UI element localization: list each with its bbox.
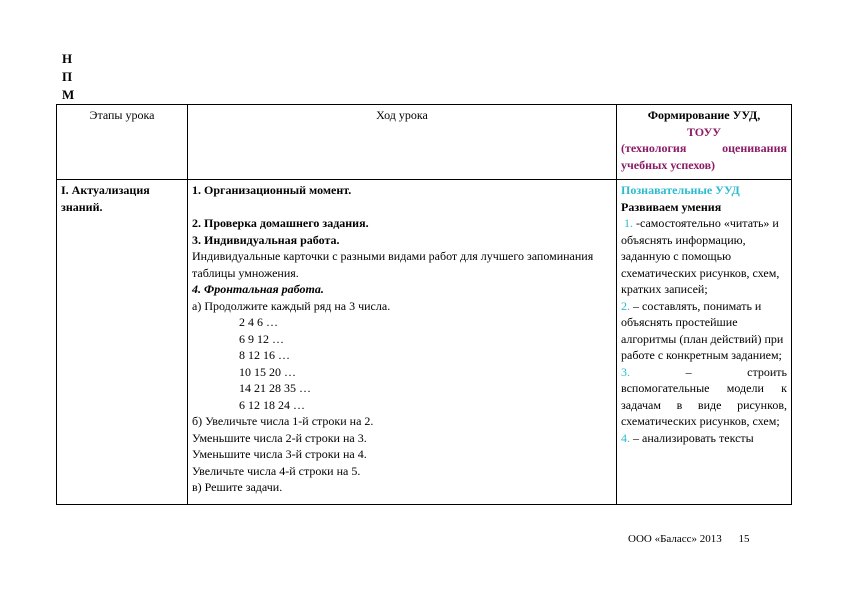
individual-work-text: Индивидуальные карточки с разными видами работ для лучшего запоминания таблицы умножения. bbox=[192, 249, 594, 280]
item-frontal-work: 4. Фронтальная работа. bbox=[192, 282, 324, 296]
uud-cell bbox=[617, 180, 792, 505]
table-row bbox=[57, 180, 792, 505]
uud-subtitle: Развиваем умения bbox=[621, 199, 722, 214]
page-footer bbox=[628, 533, 750, 545]
task-a: а) Продолжите каждый ряд на 3 числа. bbox=[192, 298, 391, 313]
side-letter: П bbox=[62, 69, 73, 84]
item-org-moment: 1. Организационный момент. bbox=[192, 183, 352, 197]
uud-item: вспомогательные модели к задачам в виде рисунков, схематических рисунков, схем; bbox=[621, 381, 787, 428]
sequence-row: 6 12 18 24 … bbox=[239, 397, 305, 412]
side-letter: М bbox=[62, 87, 75, 102]
uud-item-header: 3. – строить bbox=[621, 364, 787, 379]
task-c: в) Решите задачи. bbox=[192, 480, 283, 494]
task-b-line: Уменьшите числа 3-й строки на 4. bbox=[192, 447, 367, 461]
item-homework-check: 2. Проверка домашнего задания. bbox=[192, 216, 369, 230]
uud-title: Познавательные УУД bbox=[621, 183, 740, 197]
lesson-cell bbox=[188, 180, 617, 505]
stage-cell: I. Актуализация знаний. bbox=[57, 180, 188, 505]
uud-item: 2. – составлять, понимать и объяснять простейшие алгоритмы (план действий) при работе с конкретным заданием; bbox=[621, 298, 784, 362]
sequence-row: 10 15 20 … bbox=[239, 364, 296, 379]
table-header-row bbox=[57, 105, 792, 180]
page-number: 15 bbox=[738, 533, 750, 545]
lesson-table bbox=[56, 104, 792, 505]
header-uud: Формирование УУД, ТОУУ (технология оценивания учебных успехов) bbox=[617, 105, 792, 180]
side-letters bbox=[62, 50, 74, 104]
task-b-line: Увеличьте числа 4-й строки на 5. bbox=[192, 463, 361, 478]
sequence-row: 14 21 28 35 … bbox=[239, 381, 311, 395]
item-individual-work: 3. Индивидуальная работа. bbox=[192, 232, 340, 247]
footer-company: ООО «Баласс» 2013 bbox=[628, 533, 722, 545]
uud-item: 4. – анализировать тексты bbox=[621, 430, 754, 445]
side-letter: Н bbox=[62, 51, 73, 66]
uud-item: 1. -самостоятельно «читать» и объяснять информацию, заданную с помощью схематических рисунков, схем, кратких записей; bbox=[621, 216, 780, 296]
header-lesson-flow: Ход урока bbox=[188, 105, 617, 180]
sequence-row: 8 12 16 … bbox=[239, 348, 290, 362]
sequence-row: 6 9 12 … bbox=[239, 331, 284, 346]
sequence-row: 2 4 6 … bbox=[239, 315, 278, 329]
header-stages: Этапы урока bbox=[57, 105, 188, 180]
task-b: б) Увеличьте числа 1-й строки на 2. bbox=[192, 414, 374, 428]
task-b-line: Уменьшите числа 2-й строки на 3. bbox=[192, 430, 367, 445]
